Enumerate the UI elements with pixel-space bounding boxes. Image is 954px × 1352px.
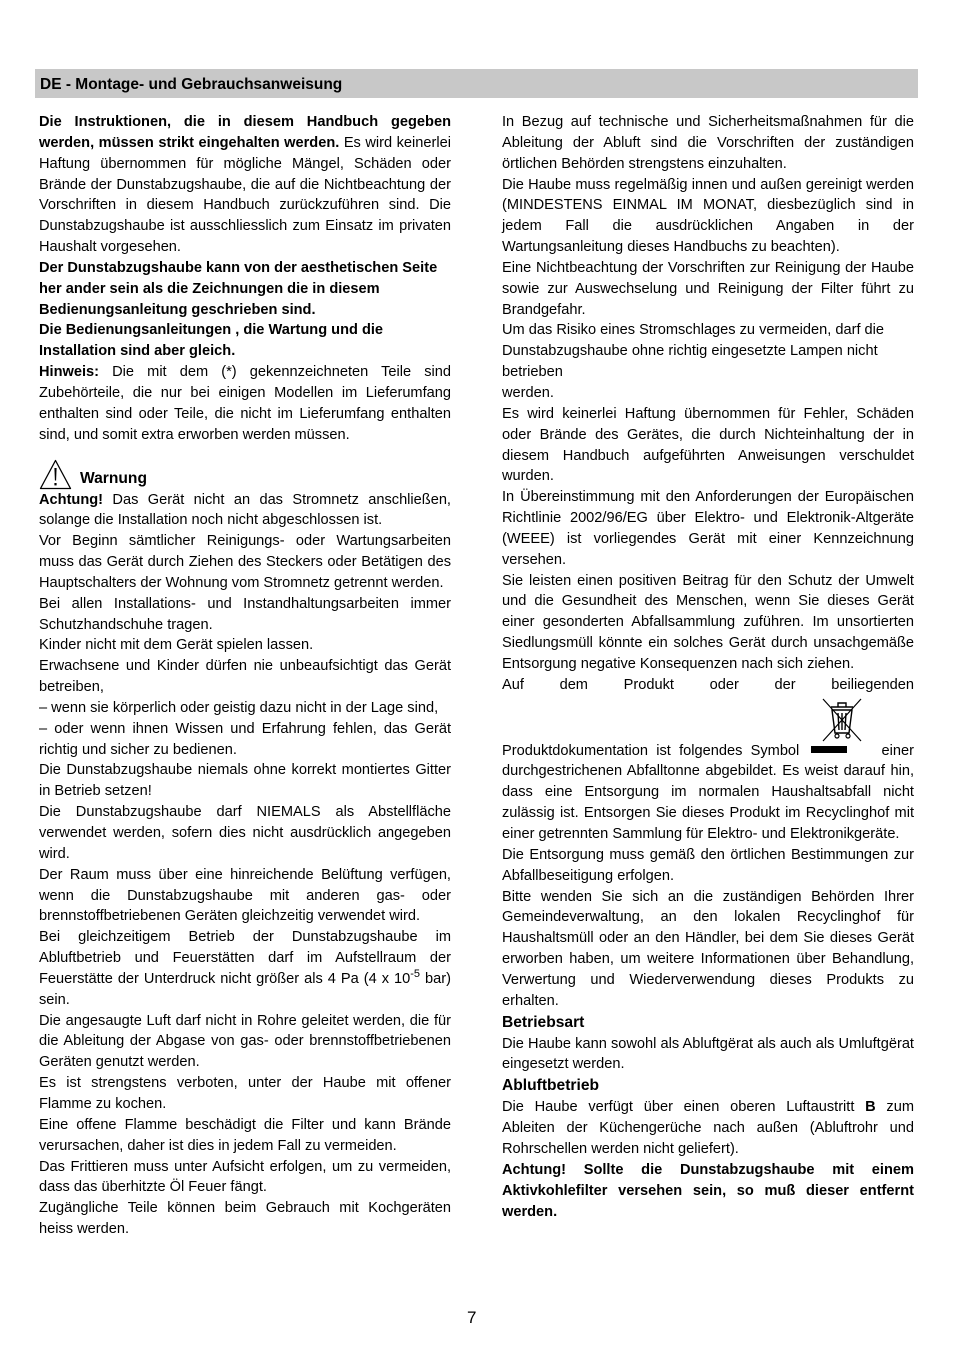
betriebsart-text: Die Haube kann sowohl als Abluftgërat als auch als Umluftgërat eingesetzt werden. [502,1035,914,1073]
intro-bold: Die Instruktionen, die in diesem Handbuch gegeben werden, müssen strikt eingehalten werden. [39,114,451,151]
right-paragraph-3: Eine Nichtbeachtung der Vorschriften zur Reinigung der Haube sowie zur Auswechselung und Reinigung der Filter führt zu Brandgefahr. [502,259,914,318]
section-header-bar [35,69,918,98]
weee-symbol-row [502,696,914,741]
hinweis-paragraph [39,362,451,445]
warnung-title: Warnung [80,469,147,487]
hinweis-text: Die mit dem (*) gekennzeichneten Teile sind Zubehörteile, die nur bei einigen Modellen im Lieferumfang enthalten sind oder Teile, die nicht im Lieferumfang enthalten sind, und somit extra erworben werden müssen. [39,364,451,443]
section-title: DE - Montage- und Gebrauchsanweisung [40,76,343,93]
warning-paragraph-11: Die angesaugte Luft darf nicht in Rohre geleitet werden, die für die Ableitung der Abgase von gas- oder brennstoffbetriebenen Geräten genutzt werden. [39,1012,451,1071]
abluftbetrieb-heading: Abluftbetrieb [502,1077,600,1095]
warning-triangle-icon [39,459,72,490]
warning-paragraph-2: Bei allen Installations- und Instandhaltungsarbeiten immer Schutzhandschuhe tragen. [39,595,451,633]
warnung-heading [39,456,451,490]
right-paragraph-7: Sie leisten einen positiven Beitrag für den Schutz der Umwelt und die Gesundheit des Menschen, wenn Sie dieses Gerät einer gesonderten Abfallsammlung zuführen. Im unsortierten Siedlungsmüll könnte ein solches Gerät durch unsachgemäße Entsorgung negative Konsequenzen nach sich ziehen. [502,572,914,672]
right-paragraph-5: Es wird keinerlei Haftung übernommen für Fehler, Schäden oder Brände des Gerätes, die durch Nichteinhaltung der in diesem Handbuch aufgeführten Anweisungen verschuldet wurden. [502,405,914,485]
warning-paragraph-5: – wenn sie körperlich oder geistig dazu nicht in der Lage sind, [39,699,439,716]
warning-paragraph-15: Zugängliche Teile können beim Gebrauch mit Kochgeräten heiss werden. [39,1200,451,1238]
crossed-bin-icon [820,697,864,757]
right-paragraph-1: In Bezug auf technische und Sicherheitsmaßnahmen für die Ableitung der Abluft sind die Vorschriften der zuständigen örtlichen Behörden strengstens einzuhalten. [502,114,914,172]
warning-paragraph-1: Vor Beginn sämtlicher Reinigungs- oder Wartungsarbeiten muss das Gerät durch Ziehen des Steckers oder Betätigen des Hauptschalters der Wohnung vom Stromnetz getrennt werden. [39,533,451,591]
pressure-unit: bar) sein. [39,970,452,1008]
achtung-label: Achtung! [39,491,104,508]
right-paragraph-9: Die Entsorgung muss gemäß den örtlichen Bestimmungen zur Abfallbeseitigung erfolgen. [502,846,914,884]
right-paragraph-4-end: werden. [502,384,554,401]
instructions-note: Die Bedienungsanleitungen , die Wartung und die Installation sind aber gleich. [39,322,384,360]
hinweis-label: Hinweis: [39,364,100,381]
betriebsart-heading: Betriebsart [502,1013,585,1031]
achtung-text: Das Gerät nicht an das Stromnetz anschließen, solange die Installation noch nicht abgeschlossen ist. [39,491,451,529]
warning-paragraph-9: Der Raum muss über eine hinreichende Belüftung verfügen, wenn die Dunstabzugshaube mit anderen gas- oder brennstoffbetriebenen Geräten gleichzeitig verwendet wird. [39,866,451,925]
abluftbetrieb-text [502,1097,914,1160]
right-paragraph-6: In Übereinstimmung mit den Anforderungen der Europäischen Richtlinie 2002/96/EG über Elektro- und Elektronik-Altgeräte (WEEE) ist vorliegendes Gerät mit einer Kennzeichnung versehen. [502,489,914,568]
right-column [502,112,914,1222]
warning-paragraph-7: Die Dunstabzugshaube niemals ohne korrekt montiertes Gitter in Betrieb setzen! [39,762,451,800]
aktivkohle-warning: Achtung! Sollte die Dunstabzugshaube mit einem Aktivkohlefilter versehen sein, so muß dieser entfernt werden. [502,1161,914,1220]
symbol-sentence: Produktdokumentation ist folgendes Symbol [502,742,800,759]
aesthetic-note: Der Dunstabzugshaube kann von der aesthetischen Seite her ander sein als die Zeichnungen die in diesem Bedienungsanleitung geschrieben sind. [39,259,438,318]
right-paragraph-2: Die Haube muss regelmäßig innen und außen gereinigt werden (MINDESTENS EINMAL IM MONAT, diesbezüglich sind in jedem Fall die ausdrücklichen Angaben in der Wartungsanleitung dieses Handbuchs zu beachten). [502,176,914,256]
warning-paragraph-10 [39,927,451,1010]
pressure-exponent: -5 [410,968,421,981]
outlet-label: B [865,1099,876,1116]
warning-paragraph-8: Die Dunstabzugshaube darf NIEMALS als Abstellfläche verwendet werden, sofern dies nicht ausdrücklich angegeben wird. [39,804,451,862]
warning-paragraph-6: – oder wenn ihnen Wissen und Erfahrung fehlen, das Gerät richtig und sicher zu bedienen. [39,720,451,758]
abluft-text-start: Die Haube verfügt über einen oberen Luftaustritt [502,1099,866,1116]
symbol-sentence-end: einer durchgestrichenen Abfalltonne abgebildet. Es weist darauf hin, dass eine Entsorgung im normalen Haushaltsabfall nicht zulässig ist. Entsorgen Sie dieses Produkt im Recyclinghof mit einer getrennten Sammlung für Elektro- und Elektronikgeräte. [502,742,914,842]
right-paragraph-8-start: Auf dem Produkt oder der beiliegenden [502,676,914,693]
right-paragraph-10: Bitte wenden Sie sich an die zuständigen Behörden Ihrer Gemeindeverwaltung, an den lokalen Recyclinghof für Haushaltsmüll oder an den Händler, bei dem Sie dieses Gerät erworben haben, um weitere Informationen über Behandlung, Verwertung und Wiederverwendung dieses Produkts zu erhalten. [502,888,914,1009]
intro-text: Es wird keinerlei Haftung übernommen für mögliche Mängel, Schäden oder Brände der Dunstabzugshaube, die auf die Nichtbeachtung der Vorschriften in diesem Handbuch zurückzuführen sind. Die Dunstabzugshaube ist ausschliesslich zum Einsatz im privaten Haushalt vorgesehen. [39,134,451,256]
warning-paragraph-4: Erwachsene und Kinder dürfen nie unbeaufsichtigt das Gerät betreiben, [39,658,451,696]
abluft-text-end: zum Ableiten der Küchengerüche nach außen (Abluftrohr und Rohrschellen werden nicht geliefert). [502,1099,914,1157]
pressure-text: Bei gleichzeitigem Betrieb der Dunstabzugshaube im Abluftbetrieb und Feuerstätten darf im Aufstellraum der Feuerstätte der Unterdruck nicht größer als 4 Pa (4 x 10 [39,929,451,987]
achtung-paragraph [39,490,451,532]
warning-paragraph-13: Eine offene Flamme beschädigt die Filter und kann Brände verursachen, daher ist dies in jedem Fall zu vermeiden. [39,1116,451,1154]
intro-paragraph [39,112,451,258]
warning-paragraph-3: Kinder nicht mit dem Gerät spielen lassen. [39,637,314,654]
warning-paragraph-12: Es ist strengstens verboten, unter der Haube mit offener Flamme zu kochen. [39,1075,451,1112]
warning-paragraph-14: Das Frittieren muss unter Aufsicht erfolgen, um zu vermeiden, dass das überhitzte Öl Feuer fängt. [39,1158,451,1196]
page-number: 7 [467,1308,477,1327]
left-column [39,112,451,1240]
right-paragraph-4: Um das Risiko eines Stromschlages zu vermeiden, darf die Dunstabzugshaube ohne richtig eingesetzte Lampen nicht betrieben [502,322,885,381]
